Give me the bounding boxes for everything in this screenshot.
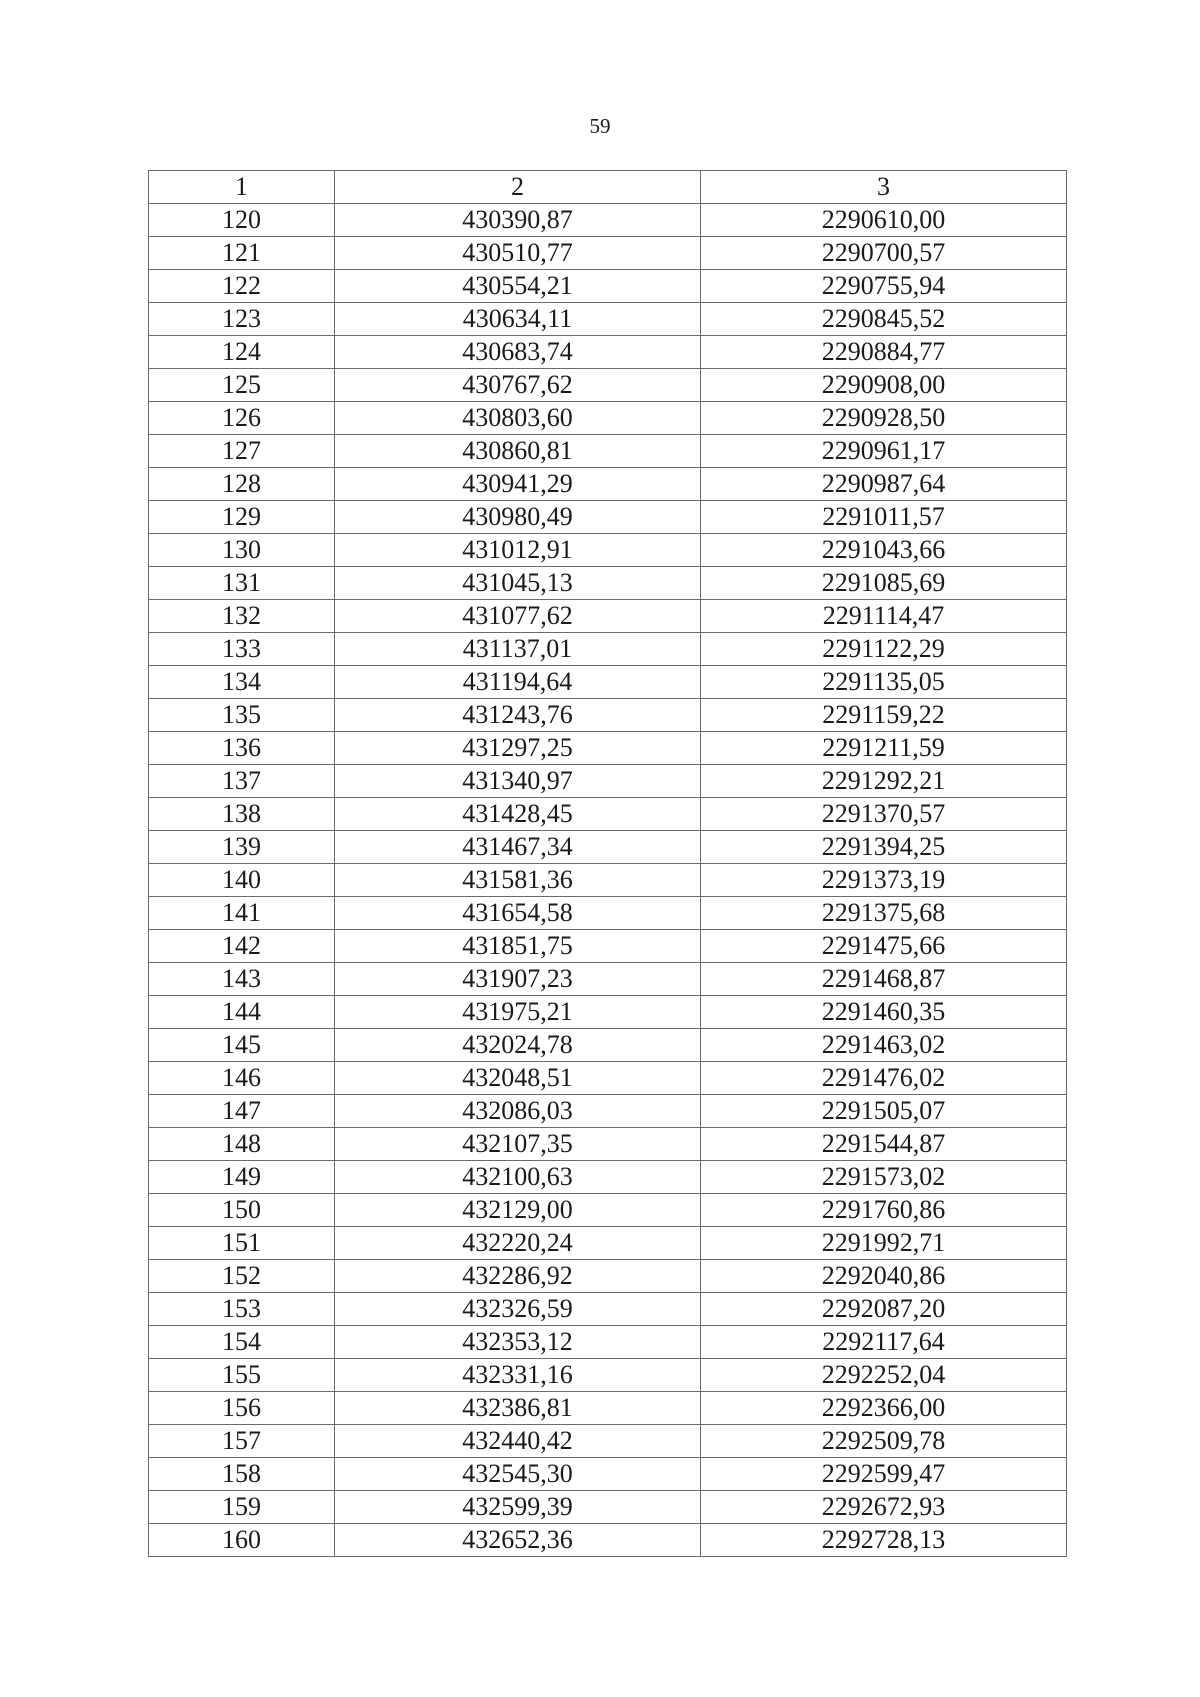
table-row — [149, 996, 1067, 1029]
coordinate-y-cell: 2290884,77 — [701, 336, 1067, 369]
point-number-cell: 148 — [149, 1128, 335, 1161]
point-number-cell: 160 — [149, 1524, 335, 1557]
coordinate-y-cell: 2291760,86 — [701, 1194, 1067, 1227]
coordinate-y-cell: 2291085,69 — [701, 567, 1067, 600]
table-row — [149, 1326, 1067, 1359]
coordinate-y-cell: 2292040,86 — [701, 1260, 1067, 1293]
table-row — [149, 1524, 1067, 1557]
coordinate-y-cell: 2291394,25 — [701, 831, 1067, 864]
coordinate-y-cell: 2291370,57 — [701, 798, 1067, 831]
point-number-cell: 144 — [149, 996, 335, 1029]
point-number-cell: 155 — [149, 1359, 335, 1392]
coordinate-x-cell: 432286,92 — [335, 1260, 701, 1293]
coordinate-x-cell: 432129,00 — [335, 1194, 701, 1227]
point-number-cell: 140 — [149, 864, 335, 897]
table-body — [149, 204, 1067, 1557]
point-number-cell: 143 — [149, 963, 335, 996]
coordinate-x-cell: 432024,78 — [335, 1029, 701, 1062]
table-row — [149, 204, 1067, 237]
table-row — [149, 831, 1067, 864]
point-number-cell: 154 — [149, 1326, 335, 1359]
column-header-1: 1 — [149, 171, 335, 204]
coordinate-x-cell: 431851,75 — [335, 930, 701, 963]
table-row — [149, 369, 1067, 402]
coordinate-x-cell: 432086,03 — [335, 1095, 701, 1128]
coordinate-y-cell: 2291375,68 — [701, 897, 1067, 930]
coordinate-y-cell: 2291992,71 — [701, 1227, 1067, 1260]
point-number-cell: 157 — [149, 1425, 335, 1458]
coordinate-y-cell: 2292728,13 — [701, 1524, 1067, 1557]
coordinate-x-cell: 430510,77 — [335, 237, 701, 270]
point-number-cell: 145 — [149, 1029, 335, 1062]
point-number-cell: 132 — [149, 600, 335, 633]
coordinate-y-cell: 2292672,93 — [701, 1491, 1067, 1524]
table-row — [149, 468, 1067, 501]
table-row — [149, 1128, 1067, 1161]
table-row — [149, 897, 1067, 930]
point-number-cell: 158 — [149, 1458, 335, 1491]
coordinate-x-cell: 430390,87 — [335, 204, 701, 237]
point-number-cell: 142 — [149, 930, 335, 963]
point-number-cell: 152 — [149, 1260, 335, 1293]
table-row — [149, 930, 1067, 963]
point-number-cell: 131 — [149, 567, 335, 600]
point-number-cell: 149 — [149, 1161, 335, 1194]
coordinate-y-cell: 2292087,20 — [701, 1293, 1067, 1326]
coordinate-y-cell: 2291135,05 — [701, 666, 1067, 699]
table-row — [149, 1392, 1067, 1425]
point-number-cell: 146 — [149, 1062, 335, 1095]
coordinate-y-cell: 2291122,29 — [701, 633, 1067, 666]
coordinate-x-cell: 431137,01 — [335, 633, 701, 666]
coordinate-y-cell: 2291373,19 — [701, 864, 1067, 897]
coordinate-x-cell: 430941,29 — [335, 468, 701, 501]
coordinate-y-cell: 2292599,47 — [701, 1458, 1067, 1491]
coordinate-x-cell: 431194,64 — [335, 666, 701, 699]
coordinate-x-cell: 431581,36 — [335, 864, 701, 897]
table-row — [149, 1260, 1067, 1293]
coordinate-x-cell: 431975,21 — [335, 996, 701, 1029]
coordinate-y-cell: 2291475,66 — [701, 930, 1067, 963]
table-row — [149, 1359, 1067, 1392]
coordinate-x-cell: 432440,42 — [335, 1425, 701, 1458]
point-number-cell: 123 — [149, 303, 335, 336]
point-number-cell: 126 — [149, 402, 335, 435]
table-row — [149, 963, 1067, 996]
coordinate-y-cell: 2291573,02 — [701, 1161, 1067, 1194]
table-row — [149, 666, 1067, 699]
table-row — [149, 1491, 1067, 1524]
coordinate-y-cell: 2291505,07 — [701, 1095, 1067, 1128]
coordinate-x-cell: 430980,49 — [335, 501, 701, 534]
coordinate-y-cell: 2290928,50 — [701, 402, 1067, 435]
coordinate-x-cell: 431467,34 — [335, 831, 701, 864]
coordinate-x-cell: 432220,24 — [335, 1227, 701, 1260]
coordinate-y-cell: 2292252,04 — [701, 1359, 1067, 1392]
coordinates-table — [148, 170, 1067, 1557]
point-number-cell: 124 — [149, 336, 335, 369]
table-row — [149, 567, 1067, 600]
table-row — [149, 534, 1067, 567]
coordinate-y-cell: 2291460,35 — [701, 996, 1067, 1029]
coordinate-x-cell: 432353,12 — [335, 1326, 701, 1359]
coordinate-x-cell: 432599,39 — [335, 1491, 701, 1524]
coordinate-x-cell: 432048,51 — [335, 1062, 701, 1095]
column-header-3: 3 — [701, 171, 1067, 204]
coordinate-y-cell: 2290700,57 — [701, 237, 1067, 270]
coordinate-x-cell: 432100,63 — [335, 1161, 701, 1194]
table-row — [149, 237, 1067, 270]
point-number-cell: 153 — [149, 1293, 335, 1326]
point-number-cell: 130 — [149, 534, 335, 567]
point-number-cell: 133 — [149, 633, 335, 666]
table-row — [149, 798, 1067, 831]
table-row — [149, 1293, 1067, 1326]
coordinate-y-cell: 2292509,78 — [701, 1425, 1067, 1458]
point-number-cell: 121 — [149, 237, 335, 270]
coordinate-x-cell: 432331,16 — [335, 1359, 701, 1392]
coordinate-y-cell: 2291159,22 — [701, 699, 1067, 732]
point-number-cell: 120 — [149, 204, 335, 237]
coordinate-x-cell: 431045,13 — [335, 567, 701, 600]
point-number-cell: 135 — [149, 699, 335, 732]
coordinate-y-cell: 2292117,64 — [701, 1326, 1067, 1359]
table-row — [149, 336, 1067, 369]
table-row — [149, 270, 1067, 303]
point-number-cell: 129 — [149, 501, 335, 534]
coordinate-x-cell: 432326,59 — [335, 1293, 701, 1326]
point-number-cell: 137 — [149, 765, 335, 798]
coordinate-y-cell: 2291114,47 — [701, 600, 1067, 633]
coordinate-x-cell: 430860,81 — [335, 435, 701, 468]
point-number-cell: 138 — [149, 798, 335, 831]
coordinate-x-cell: 432545,30 — [335, 1458, 701, 1491]
table-row — [149, 303, 1067, 336]
table-row — [149, 633, 1067, 666]
point-number-cell: 147 — [149, 1095, 335, 1128]
coordinate-y-cell: 2291292,21 — [701, 765, 1067, 798]
coordinate-y-cell: 2292366,00 — [701, 1392, 1067, 1425]
coordinate-y-cell: 2291043,66 — [701, 534, 1067, 567]
coordinate-x-cell: 431907,23 — [335, 963, 701, 996]
coordinate-y-cell: 2290845,52 — [701, 303, 1067, 336]
coordinate-y-cell: 2291544,87 — [701, 1128, 1067, 1161]
point-number-cell: 150 — [149, 1194, 335, 1227]
table-row — [149, 1161, 1067, 1194]
coordinate-y-cell: 2290961,17 — [701, 435, 1067, 468]
coordinate-x-cell: 431012,91 — [335, 534, 701, 567]
table-row — [149, 1227, 1067, 1260]
point-number-cell: 136 — [149, 732, 335, 765]
coordinate-x-cell: 430634,11 — [335, 303, 701, 336]
table-row — [149, 1095, 1067, 1128]
point-number-cell: 139 — [149, 831, 335, 864]
point-number-cell: 159 — [149, 1491, 335, 1524]
coordinate-y-cell: 2290908,00 — [701, 369, 1067, 402]
point-number-cell: 122 — [149, 270, 335, 303]
coordinate-x-cell: 430554,21 — [335, 270, 701, 303]
point-number-cell: 127 — [149, 435, 335, 468]
point-number-cell: 141 — [149, 897, 335, 930]
coordinate-x-cell: 431428,45 — [335, 798, 701, 831]
table-row — [149, 1062, 1067, 1095]
coordinate-x-cell: 431243,76 — [335, 699, 701, 732]
coordinate-x-cell: 432107,35 — [335, 1128, 701, 1161]
point-number-cell: 128 — [149, 468, 335, 501]
table-row — [149, 1425, 1067, 1458]
coordinate-y-cell: 2290755,94 — [701, 270, 1067, 303]
coordinate-x-cell: 431340,97 — [335, 765, 701, 798]
coordinate-y-cell: 2290987,64 — [701, 468, 1067, 501]
coordinate-y-cell: 2291468,87 — [701, 963, 1067, 996]
point-number-cell: 156 — [149, 1392, 335, 1425]
coordinate-x-cell: 432652,36 — [335, 1524, 701, 1557]
table-row — [149, 699, 1067, 732]
coordinate-x-cell: 431077,62 — [335, 600, 701, 633]
coordinate-x-cell: 430767,62 — [335, 369, 701, 402]
coordinate-x-cell: 430803,60 — [335, 402, 701, 435]
point-number-cell: 134 — [149, 666, 335, 699]
coordinate-y-cell: 2291476,02 — [701, 1062, 1067, 1095]
table-row — [149, 435, 1067, 468]
coordinate-x-cell: 431654,58 — [335, 897, 701, 930]
coordinate-x-cell: 432386,81 — [335, 1392, 701, 1425]
point-number-cell: 151 — [149, 1227, 335, 1260]
table-row — [149, 1029, 1067, 1062]
table-row — [149, 1194, 1067, 1227]
table-row — [149, 501, 1067, 534]
page-number: 59 — [589, 114, 611, 138]
coordinate-y-cell: 2291211,59 — [701, 732, 1067, 765]
table-header-row — [149, 171, 1067, 204]
table-row — [149, 1458, 1067, 1491]
column-header-2: 2 — [335, 171, 701, 204]
table-row — [149, 864, 1067, 897]
table-row — [149, 765, 1067, 798]
coordinate-x-cell: 431297,25 — [335, 732, 701, 765]
coordinate-x-cell: 430683,74 — [335, 336, 701, 369]
table-row — [149, 732, 1067, 765]
point-number-cell: 125 — [149, 369, 335, 402]
coordinate-y-cell: 2290610,00 — [701, 204, 1067, 237]
table-row — [149, 600, 1067, 633]
coordinate-y-cell: 2291463,02 — [701, 1029, 1067, 1062]
coordinate-y-cell: 2291011,57 — [701, 501, 1067, 534]
table-row — [149, 402, 1067, 435]
